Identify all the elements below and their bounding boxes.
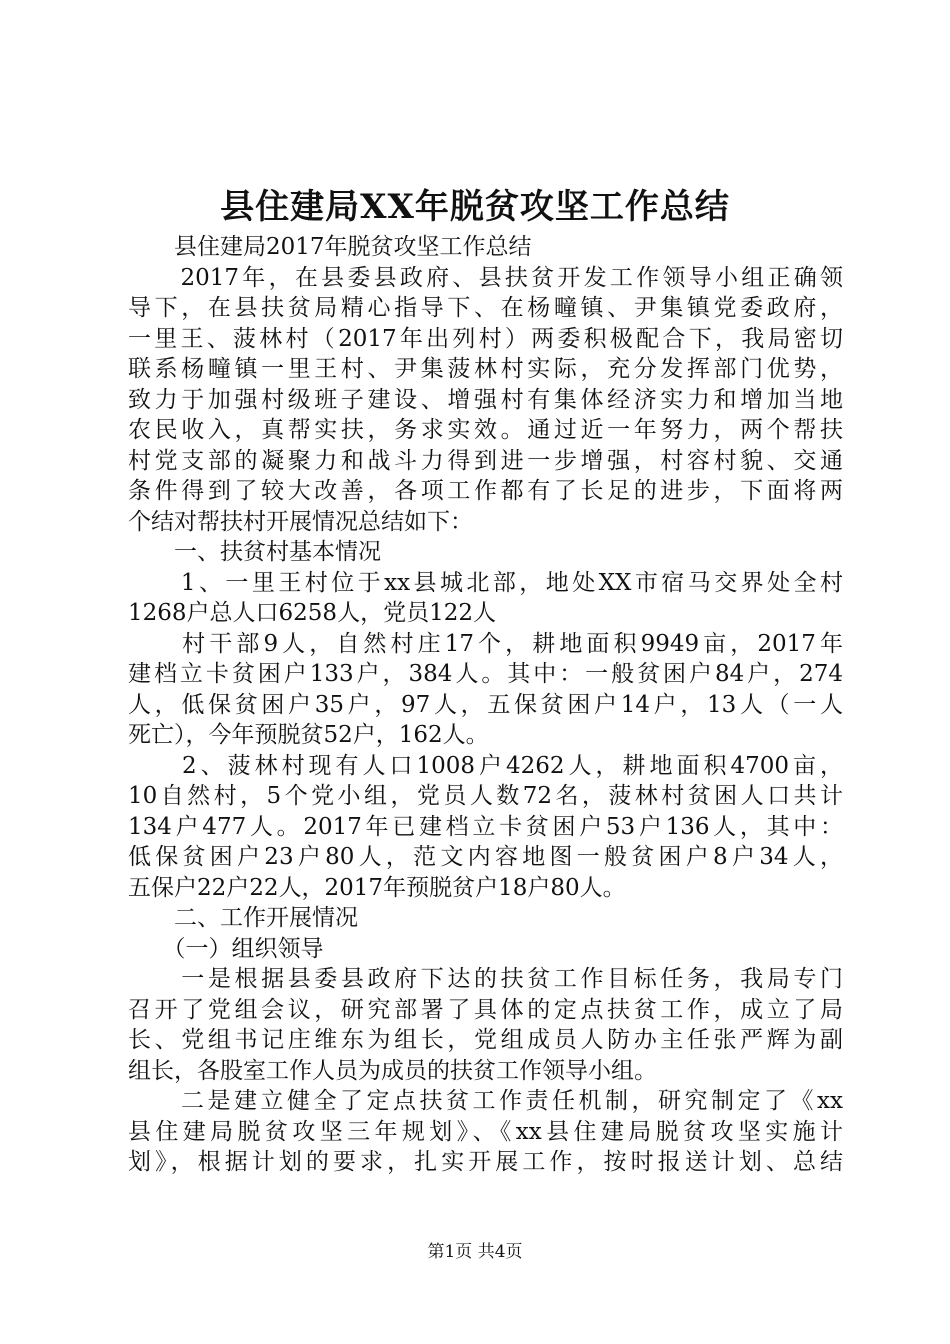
text-line: 死亡），今年预脱贫52户，162人。	[128, 722, 489, 748]
text-line: 县住建局脱贫攻坚三年规划》、《xx县住建局脱贫攻坚实施计	[128, 1118, 843, 1145]
text-line: 村干部9人，自然村庄17个，耕地面积9949亩，2017年	[128, 630, 843, 657]
page-footer: 第1页 共4页	[427, 1242, 523, 1262]
text-line: 召开了党组会议，研究部署了具体的定点扶贫工作，成立了局	[128, 996, 843, 1023]
text-line: 五保户22户22人，2017年预脱贫户18户80人。	[128, 874, 626, 901]
text-line: 二、工作开展情况	[128, 905, 358, 931]
text-line: 2、菠林村现有人口1008户4262人，耕地面积4700亩，	[128, 752, 843, 779]
document-title: 县住建局XX年脱贫攻坚工作总结	[220, 187, 730, 227]
document-body	[128, 232, 843, 1178]
text-line: 134户477人。2017年已建档立卡贫困户53户136人，其中：	[128, 813, 843, 840]
text-line: 导下，在县扶贫局精心指导下、在杨疃镇、尹集镇党委政府，	[128, 295, 843, 321]
text-line: 1268户总人口6258人，党员122人	[128, 600, 496, 626]
text-line: 划》，根据计划的要求，扎实开展工作，按时报送计划、总结	[128, 1149, 843, 1175]
text-line: 低保贫困户23户80人，范文内容地图一般贫困户8户34人，	[128, 844, 843, 870]
text-line: 个结对帮扶村开展情况总结如下：	[128, 508, 473, 535]
text-line: 村党支部的凝聚力和战斗力得到进一步增强，村容村貌、交通	[128, 447, 843, 474]
text-line: 一是根据县委县政府下达的扶贫工作目标任务，我局专门	[128, 966, 843, 992]
text-line: 农民收入，真帮实扶，务求实效。通过近一年努力，两个帮扶	[128, 417, 843, 443]
text-line: 组长，各股室工作人员为成员的扶贫工作领导小组。	[128, 1057, 657, 1084]
text-line: 一、扶贫村基本情况	[128, 539, 381, 565]
text-line: 二是建立健全了定点扶贫工作责任机制，研究制定了《xx	[128, 1088, 843, 1114]
text-line: 人，低保贫困户35户，97人，五保贫困户14户，13人（一人	[128, 691, 843, 718]
text-line: 致力于加强村级班子建设、增强村有集体经济实力和增加当地	[128, 386, 843, 413]
text-line: 2017年，在县委县政府、县扶贫开发工作领导小组正确领	[128, 264, 843, 291]
text-line: （一）组织领导	[128, 935, 324, 962]
text-line: 县住建局2017年脱贫攻坚工作总结	[128, 234, 532, 260]
text-line: 长、党组书记庄维东为组长，党组成员人防办主任张严辉为副	[128, 1027, 843, 1053]
text-line: 联系杨疃镇一里王村、尹集菠林村实际，充分发挥部门优势，	[128, 356, 843, 382]
text-line: 建档立卡贫困户133户，384人。其中：一般贫困户84户，274	[128, 661, 843, 687]
text-line: 10自然村，5个党小组，党员人数72名，菠林村贫困人口共计	[128, 783, 843, 809]
text-line: 条件得到了较大改善，各项工作都有了长足的进步，下面将两	[128, 478, 843, 504]
text-line: 1、一里王村位于xx县城北部，地处XX市宿马交界处全村	[128, 569, 843, 596]
text-line: 一里王、菠林村（2017年出列村）两委积极配合下，我局密切	[128, 325, 843, 352]
